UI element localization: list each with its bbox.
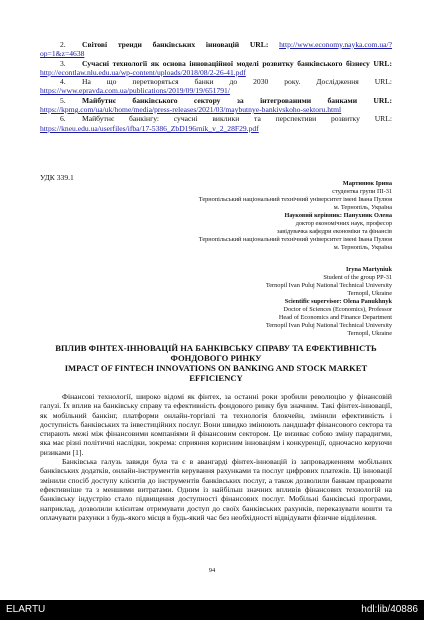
reference-title: Сучасні технології як основа інноваційної моделі розвитку банківського бізнесу URL: — [82, 58, 392, 68]
author-name: Мартинюк Ірина — [342, 180, 392, 187]
author-university: Тернопільський національний технічний університет імені Івана Пулюя — [198, 196, 392, 203]
supervisor-department: завідувачка кафедри економіки та фінансів — [276, 228, 392, 235]
author-role: Student of the group PP-31 — [323, 274, 392, 281]
supervisor-degree: доктор економічних наук, професор — [295, 220, 392, 227]
reference-link[interactable]: http://econtlaw.nlu.edu.ua/wp-content/uploads/2018/08/2-26-41.pdf — [40, 67, 246, 77]
author-university: Ternopil Ivan Puluj National Technical University — [265, 282, 392, 289]
title-ukrainian: ВПЛИВ ФІНТЕХ-ІННОВАЦІЙ НА БАНКІВСЬКУ СПРАВУ ТА ЕФЕКТИВНІСТЬ ФОНДОВОГО РИНКУ — [55, 343, 377, 363]
title-english: IMPACT OF FINTECH INNOVATIONS ON BANKING AND STOCK MARKET EFFICIENCY — [64, 363, 368, 383]
paragraph: Банківська галузь завжди була та є в авангарді фінтех-інновацій із запровадженням мобільних банківських додатків, онлайн-інструментів керування рахунками та послуг цифрових платежів. Ці інновації змінили спосіб доступу клієнтів до інструментів банківських послуг, а також дозволили банкам працювати ефективніше та з меншими витратами. Одним із найбільш значних впливів фінансових технологій на банківську індустрію стало підвищення доступності фінансових послуг. Мобільні банківські програми, наприклад, дозволили клієнтам отримувати доступ до своїх банківських рахунків, переказувати кошти та оплачувати рахунки з будь-якого місця в будь-який час без необхідності відвідувати фізичне відділення. — [40, 457, 392, 522]
supervisor-city: м. Тернопіль, Україна — [333, 244, 392, 251]
supervisor-name: Панухник Олена — [343, 212, 392, 219]
supervisor-name: Olena Panukhnyk — [343, 298, 392, 305]
reference-item: 6. Майбутнє банкінгу: сучасні виклики та перспективи розвитку URL: https://kneu.edu.ua/userfiles/ifba/17-5386_ZbD196rnik_v_2_28F29.pdf — [40, 114, 392, 133]
supervisor-line: Scientific supervisor: Olena Panukhnyk — [284, 298, 392, 305]
supervisor-university: Ternopil Ivan Puluj National Technical University — [265, 322, 392, 329]
handle-label: hdl:lib/40886 — [361, 604, 418, 615]
reference-item: 3. Сучасні технології як основа інноваційної моделі розвитку банківського бізнесу URL: http://econtlaw.nlu.edu.ua/wp-content/uploads/2018/08/2-26-41.pdf — [40, 58, 392, 77]
supervisor-city: Ternopil, Ukraine — [347, 330, 392, 337]
author-block-ua — [92, 180, 392, 252]
reference-title: Світові тренди банківських інновацій URL: — [82, 40, 269, 49]
paragraph: Фінансові технології, широко відомі як фінтех, за останні роки зробили революцію у фінансовій галузі. Їх вплив на банківську справу та ефективність фондового ринку був значним. Такі фінтех-інновації, як мобільний банкінг, платформи онлайн-торгівлі та технологія блокчейн, змінили ефективність і доступність банківських та інвестиційних послуг. Вони швидко змінюють ландшафт фінансового сектора та стирають межі між фінансовими компаніями й фінансовим сектором. Це визиває собою зміну парадигми, яка має різні політичні наслідки, зокрема: сприяння корисним інноваціям і конкуренції, одночасно керуючи ризиками [1]. — [40, 392, 392, 457]
article-titles — [40, 343, 392, 383]
viewer-footer-bar — [0, 600, 424, 620]
supervisor-degree: Doctor of Sciences (Economics), Professor — [283, 306, 392, 313]
reference-list — [40, 40, 392, 133]
reference-link[interactable]: https://kpmg.com/ua/uk/home/media/press-releases/2021/03/maybutnye-bankivskoho-sektoru.html — [40, 105, 342, 115]
reference-link[interactable]: https://kneu.edu.ua/userfiles/ifba/17-5386_ZbD196rnik_v_2_28F29.pdf — [40, 123, 259, 133]
author-city: Ternopil, Ukraine — [347, 290, 392, 297]
author-role: студентка групи ПІ-31 — [332, 188, 392, 195]
udk-code: УДК 339.1 — [40, 173, 74, 182]
reference-title: Майбутнє банківського сектору за інтегрованими банками URL: — [82, 95, 392, 105]
reference-title: На що перетворяться банки до 2030 року. Дослідження URL: — [82, 77, 392, 87]
author-block-en — [92, 266, 392, 338]
author-name: Iryna Martyniuk — [345, 266, 392, 273]
reference-item: 4. На що перетворяться банки до 2030 року. Дослідження URL: https://www.epravda.com.ua/publications/2019/09/19/651791/ — [40, 77, 392, 96]
reference-item: 2. Світові тренди банківських інновацій URL: http://www.economy.nayka.com.ua/?op=1&z=4638 — [40, 40, 392, 59]
supervisor-department: Head of Economics and Finance Department — [278, 314, 392, 321]
supervisor-line: Науковий керівник: Панухник Олена — [284, 212, 392, 219]
supervisor-university: Тернопільський національний технічний університет імені Івана Пулюя — [198, 236, 392, 243]
reference-item: 5. Майбутнє банківського сектору за інтегрованими банками URL: https://kpmg.com/ua/uk/home/media/press-releases/2021/03/maybutnye-bankivskoho-sektoru.html — [40, 95, 392, 115]
repository-label: ELARTU — [6, 604, 46, 615]
author-city: м. Тернопіль, Україна — [333, 204, 392, 211]
reference-link[interactable]: http://www.economy.nayka.com.ua/?op=1&z=4638 — [40, 40, 392, 59]
reference-title: Майбутнє банкінгу: сучасні виклики та перспективи розвитку URL: — [82, 114, 392, 124]
reference-link[interactable]: https://www.epravda.com.ua/publications/2019/09/19/651791/ — [40, 86, 230, 96]
article-body — [40, 392, 392, 522]
page-number: 94 — [208, 567, 216, 574]
